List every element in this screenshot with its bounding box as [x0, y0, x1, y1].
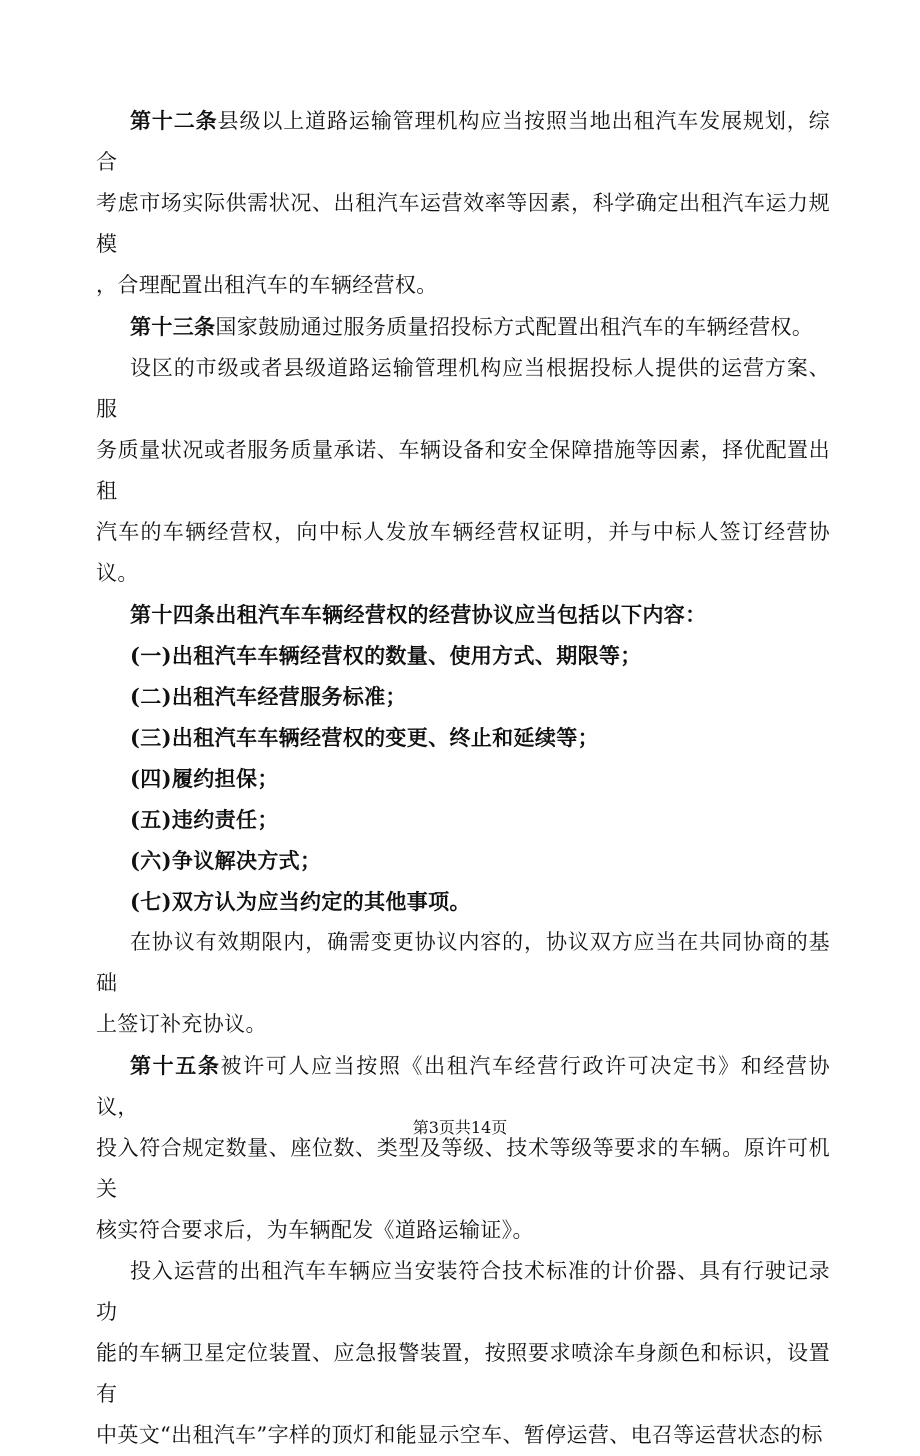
- article-15-paragraph: [96, 1045, 830, 1251]
- agreement-change-line-1: 在协议有效期限内，确需变更协议内容的，协议双方应当在共同协商的基础: [96, 930, 830, 995]
- agreement-item: (五)违约责任；: [130, 807, 279, 832]
- equipment-line-3: 中英文“出租汽车”字样的顶灯和能显示空车、暂停运营、电召等运营状态的标: [96, 1423, 823, 1447]
- equipment-paragraph: [96, 1251, 830, 1456]
- tender-line-3: 汽车的车辆经营权，向中标人发放车辆经营权证明，并与中标人签订经营协议。: [96, 520, 830, 585]
- agreement-change-paragraph: [96, 922, 830, 1045]
- tender-paragraph: [96, 348, 830, 594]
- article-13-lead: 第十三条: [130, 314, 216, 339]
- page-number-footer: 第3页共14页: [412, 1118, 508, 1137]
- agreement-item: (六)争议解决方式；: [130, 848, 322, 873]
- article-14-heading: 第十四条出租汽车车辆经营权的经营协议应当包括以下内容：: [130, 602, 707, 627]
- article-12-paragraph: [96, 100, 830, 306]
- document-body: [96, 100, 830, 1456]
- agreement-item: (一)出租汽车车辆经营权的数量、使用方式、期限等；: [130, 643, 642, 668]
- agreement-item: (四)履约担保；: [130, 766, 279, 791]
- equipment-line-2: 能的车辆卫星定位装置、应急报警装置，按照要求喷涂车身颜色和标识，设置有: [96, 1341, 830, 1406]
- article-12-line-1: 县级以上道路运输管理机构应当按照当地出租汽车发展规划，综合: [96, 109, 830, 174]
- article-15-line-3: 核实符合要求后，为车辆配发《道路运输证》。: [96, 1218, 534, 1242]
- article-12-line-3: ，合理配置出租汽车的车辆经营权。: [96, 273, 438, 297]
- equipment-line-1: 投入运营的出租汽车车辆应当安装符合技术标准的计价器、具有行驶记录功: [96, 1259, 830, 1324]
- article-12-line-2: 考虑市场实际供需状况、出租汽车运营效率等因素，科学确定出租汽车运力规模: [96, 191, 830, 256]
- agreement-item: (三)出租汽车车辆经营权的变更、终止和延续等；: [130, 725, 599, 750]
- agreement-item: (七)双方认为应当约定的其他事项。: [130, 889, 471, 914]
- agreement-item: (二)出租汽车经营服务标准；: [130, 684, 407, 709]
- article-15-line-1: 被许可人应当按照《出租汽车经营行政许可决定书》和经营协议，: [96, 1054, 831, 1119]
- article-13-line-1: 国家鼓励通过服务质量招投标方式配置出租汽车的车辆经营权。: [215, 315, 814, 339]
- article-15-lead: 第十五条: [130, 1053, 221, 1078]
- article-13-paragraph: [96, 306, 830, 348]
- agreement-change-line-2: 上签订补充协议。: [96, 1012, 267, 1036]
- tender-line-1: 设区的市级或者县级道路运输管理机构应当根据投标人提供的运营方案、服: [96, 356, 830, 421]
- tender-line-2: 务质量状况或者服务质量承诺、车辆设备和安全保障措施等因素，择优配置出租: [96, 438, 830, 503]
- article-15-line-2: 投入符合规定数量、座位数、类型及等级、技术等级等要求的车辆。原许可机关: [96, 1136, 830, 1201]
- article-12-lead: 第十二条: [130, 108, 218, 133]
